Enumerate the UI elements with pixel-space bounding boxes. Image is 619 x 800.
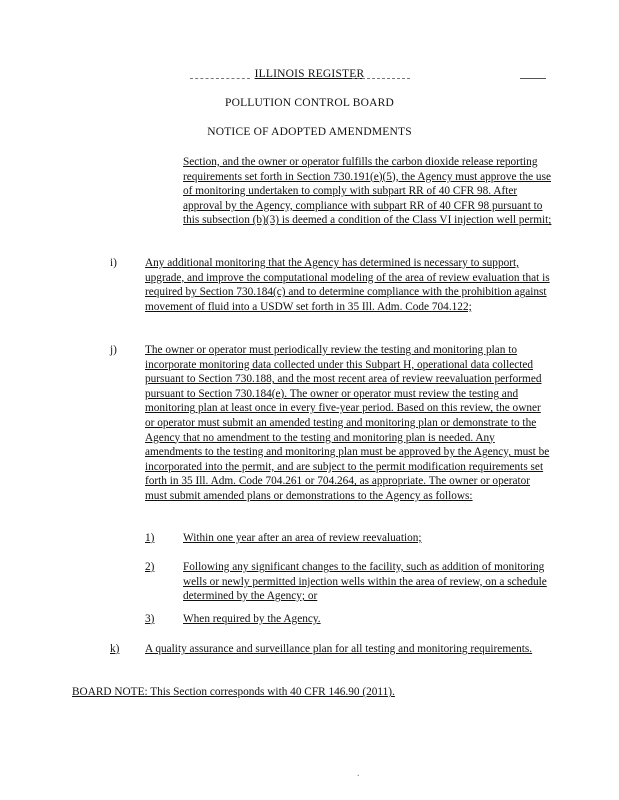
board-note: BOARD NOTE: This Section corresponds with 40 CFR 146.90 (2011). bbox=[72, 686, 395, 698]
continuation-paragraph: Section, and the owner or operator fulfills the carbon dioxide release reporting requirements set forth in Section 730.191(e)(5), the Agency must approve the use of monitoring undertaken to comply with subpart RR of 40 CFR 98. After approval by the Agency, compliance with subpart RR of 40 CFR 98 pursuant to this subsection (b)(3) is deemed a condition of the Class VI injection well permit; bbox=[183, 156, 552, 227]
header-page-rule bbox=[520, 78, 546, 79]
item-j-text: The owner or operator must periodically review the testing and monitoring plan to incorporate monitoring data collected under this Subpart H, operational data collected pursuant to Section 730.188, and the most recent area of review reevaluation performed pursuant to Section 730.184(e). The owner or operator must review the testing and monitoring plan at least once in every five-year period. Based on this review, the owner or operator must submit an amended testing and monitoring plan or demonstrate to the Agency that no amendment to the testing and monitoring plan is needed. Any amendments to the testing and monitoring plan must be approved by the Agency, must be incorporated into the permit, and are subject to the permit modification requirements set forth in 35 Ill. Adm. Code 704.261 or 704.264, as appropriate. The owner or operator must submit amended plans or demonstrations to the Agency as follows: bbox=[145, 344, 550, 502]
subitem-1-label: 1) bbox=[145, 532, 155, 544]
subitem-1-text: Within one year after an area of review reevaluation; bbox=[183, 532, 422, 544]
board-title: POLLUTION CONTROL BOARD bbox=[224, 97, 394, 109]
register-title: ILLINOIS REGISTER bbox=[254, 68, 365, 80]
item-k-label: k) bbox=[110, 643, 120, 655]
page-mark: . bbox=[357, 768, 360, 779]
item-j-label: j) bbox=[110, 344, 117, 356]
subitem-3-label: 3) bbox=[145, 613, 155, 625]
notice-title: NOTICE OF ADOPTED AMENDMENTS bbox=[207, 126, 412, 138]
subitem-2-label: 2) bbox=[145, 561, 155, 573]
item-k-text: A quality assurance and surveillance plan for all testing and monitoring requirements. bbox=[145, 643, 533, 655]
header-rule-right bbox=[352, 78, 410, 79]
item-i-label: i) bbox=[110, 257, 117, 269]
header-rule-left bbox=[190, 78, 250, 79]
subitem-2-text: Following any significant changes to the facility, such as addition of monitoring wells or newly permitted injection wells within the area of review, on a schedule determined by the Agency; or bbox=[183, 561, 547, 603]
item-i-text: Any additional monitoring that the Agency has determined is necessary to support, upgrade, and improve the computational modeling of the area of review evaluation that is required by Section 730.184(c) and to determine compliance with the prohibition against movement of fluid into a USDW set forth in 35 Ill. Adm. Code 704.122; bbox=[145, 257, 550, 313]
subitem-3-text: When required by the Agency. bbox=[183, 613, 321, 625]
